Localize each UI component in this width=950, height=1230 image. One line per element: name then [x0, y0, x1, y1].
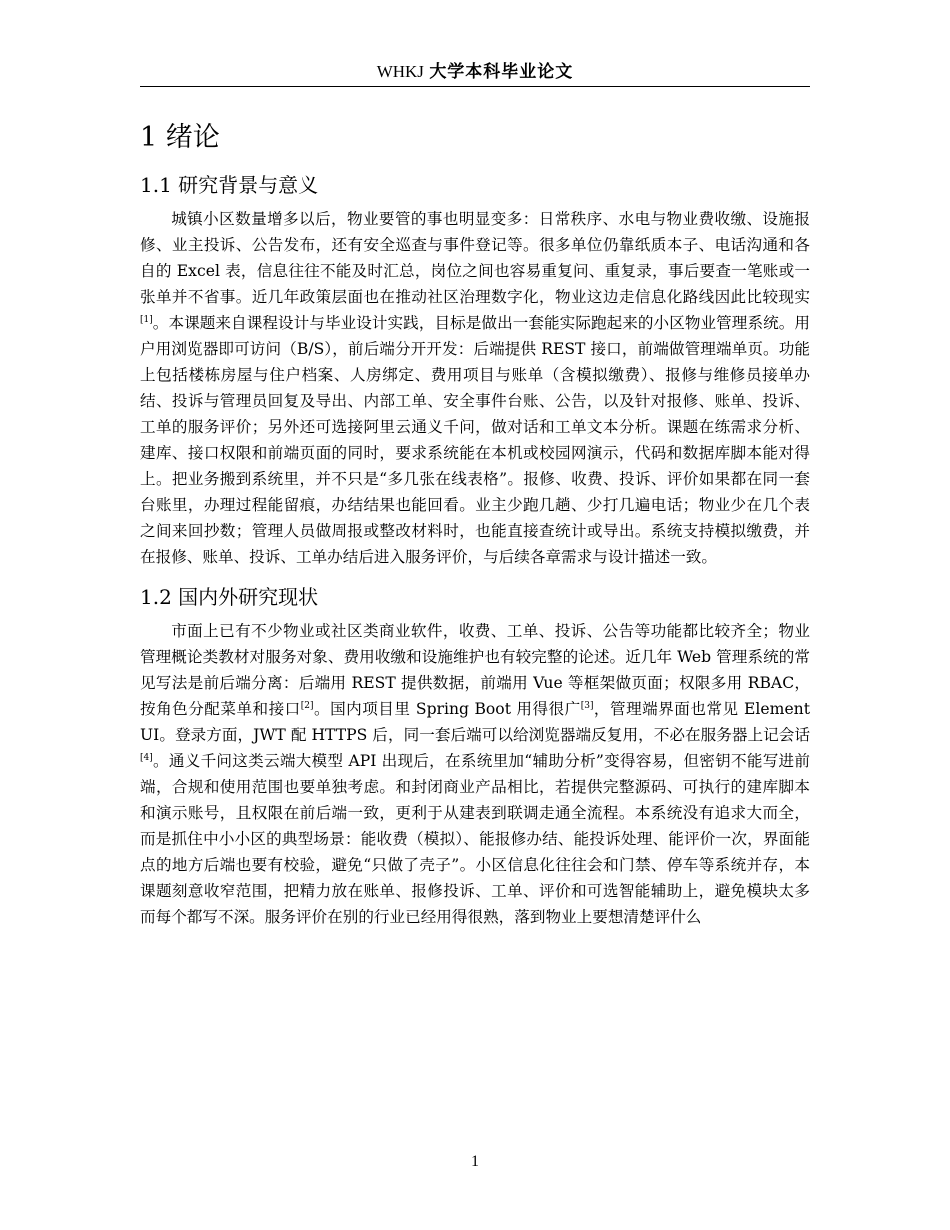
paragraph-research-status [140, 618, 810, 930]
citation-ref-3: [3] [580, 700, 594, 711]
main-content [140, 118, 810, 938]
paragraph-research-background [140, 206, 810, 570]
citation-ref-1: [1] [140, 314, 153, 325]
header-school-code: WHKJ [376, 62, 424, 81]
paragraph-text: 城镇小区数量增多以后，物业要管的事也明显变多：日常秩序、水电与物业费收缴、设施报修、业主投诉、公告发布，还有安全巡查与事件登记等。很多单位仍靠纸质本子、电话沟通和各自的 Excel 表，信息往往不能及时汇总，岗位之间也容易重复问、重复录，事后要查一笔账或一张单并不省事。近几年政策层面也在推动社区治理数字化，物业这边走信息化路线因此比较现实 [140, 210, 810, 306]
paragraph-text: ，管理端界面也常见 Element UI。登录方面，JWT 配 HTTPS 后，同一套后端可以给浏览器端反复用，不必在服务器上记会话 [140, 700, 810, 744]
paragraph-text: 。国内项目里 Spring Boot 用得很广 [313, 700, 581, 718]
section-title-1-1: 1.1 研究背景与意义 [140, 173, 319, 197]
paragraph-text: 市面上已有不少物业或社区类商业软件，收费、工单、投诉、公告等功能都比较齐全；物业管理概论类教材对服务对象、费用收缴和设施维护也有较完整的论述。近几年 Web 管理系统的常见写法是前后端分离：后端用 REST 提供数据，前端用 Vue 等框架做页面；权限多用 RBAC，按角色分配菜单和接口 [140, 622, 810, 718]
citation-ref-4: [4] [140, 752, 153, 763]
paragraph-text: 。通义千问这类云端大模型 API 出现后，在系统里加“辅助分析”变得容易，但密钥不能写进前端，合规和使用范围也要单独考虑。和封闭商业产品相比，若提供完整源码、可执行的建库脚本和演示账号，且权限在前后端一致，更利于从建表到联调走通全流程。本系统没有追求大而全，而是抓住中小小区的典型场景：能收费（模拟）、能报修办结、能投诉处理、能评价一次，界面能点的地方后端也要有校验，避免“只做了壳子”。小区信息化往往会和门禁、停车等系统并存，本课题刻意收窄范围，把精力放在账单、报修投诉、工单、评价和可选智能辅助上，避免模块太多而每个都写不深。服务评价在别的行业已经用得很熟，落到物业上要想清楚评什么 [140, 752, 810, 926]
header-thesis-label: 大学本科毕业论文 [429, 62, 574, 82]
citation-ref-2: [2] [300, 700, 314, 711]
page-number: 1 [471, 1153, 479, 1170]
section-title-1-2: 1.2 国内外研究现状 [140, 585, 319, 609]
header-rule [140, 86, 810, 87]
running-header [140, 60, 810, 84]
paragraph-text: 。本课题来自课程设计与毕业设计实践，目标是做出一套能实际跑起来的小区物业管理系统。用户用浏览器即可访问（B/S），前后端分开开发：后端提供 REST 接口，前端做管理端单页。功能上包括楼栋房屋与住户档案、人房绑定、费用项目与账单（含模拟缴费）、报修与维修员接单办结、投诉与管理员回复及导出、内部工单、安全事件台账、公告，以及针对报修、账单、投诉、工单的服务评价；另外还可选接阿里云通义千问，做对话和工单文本分析。课题在练需求分析、建库、接口权限和前端页面的同时，要求系统能在本机或校园网演示，代码和数据库脚本能对得上。把业务搬到系统里，并不只是“多几张在线表格”。报修、收费、投诉、评价如果都在同一套台账里，办理过程能留痕，办结结果也能回看。业主少跑几趟、少打几遍电话；物业少在几个表之间来回抄数；管理人员做周报或整改材料时，也能直接查统计或导出。系统支持模拟缴费，并在报修、账单、投诉、工单办结后进入服务评价，与后续各章需求与设计描述一致。 [140, 314, 810, 566]
chapter-title: 1 绪论 [140, 122, 220, 153]
